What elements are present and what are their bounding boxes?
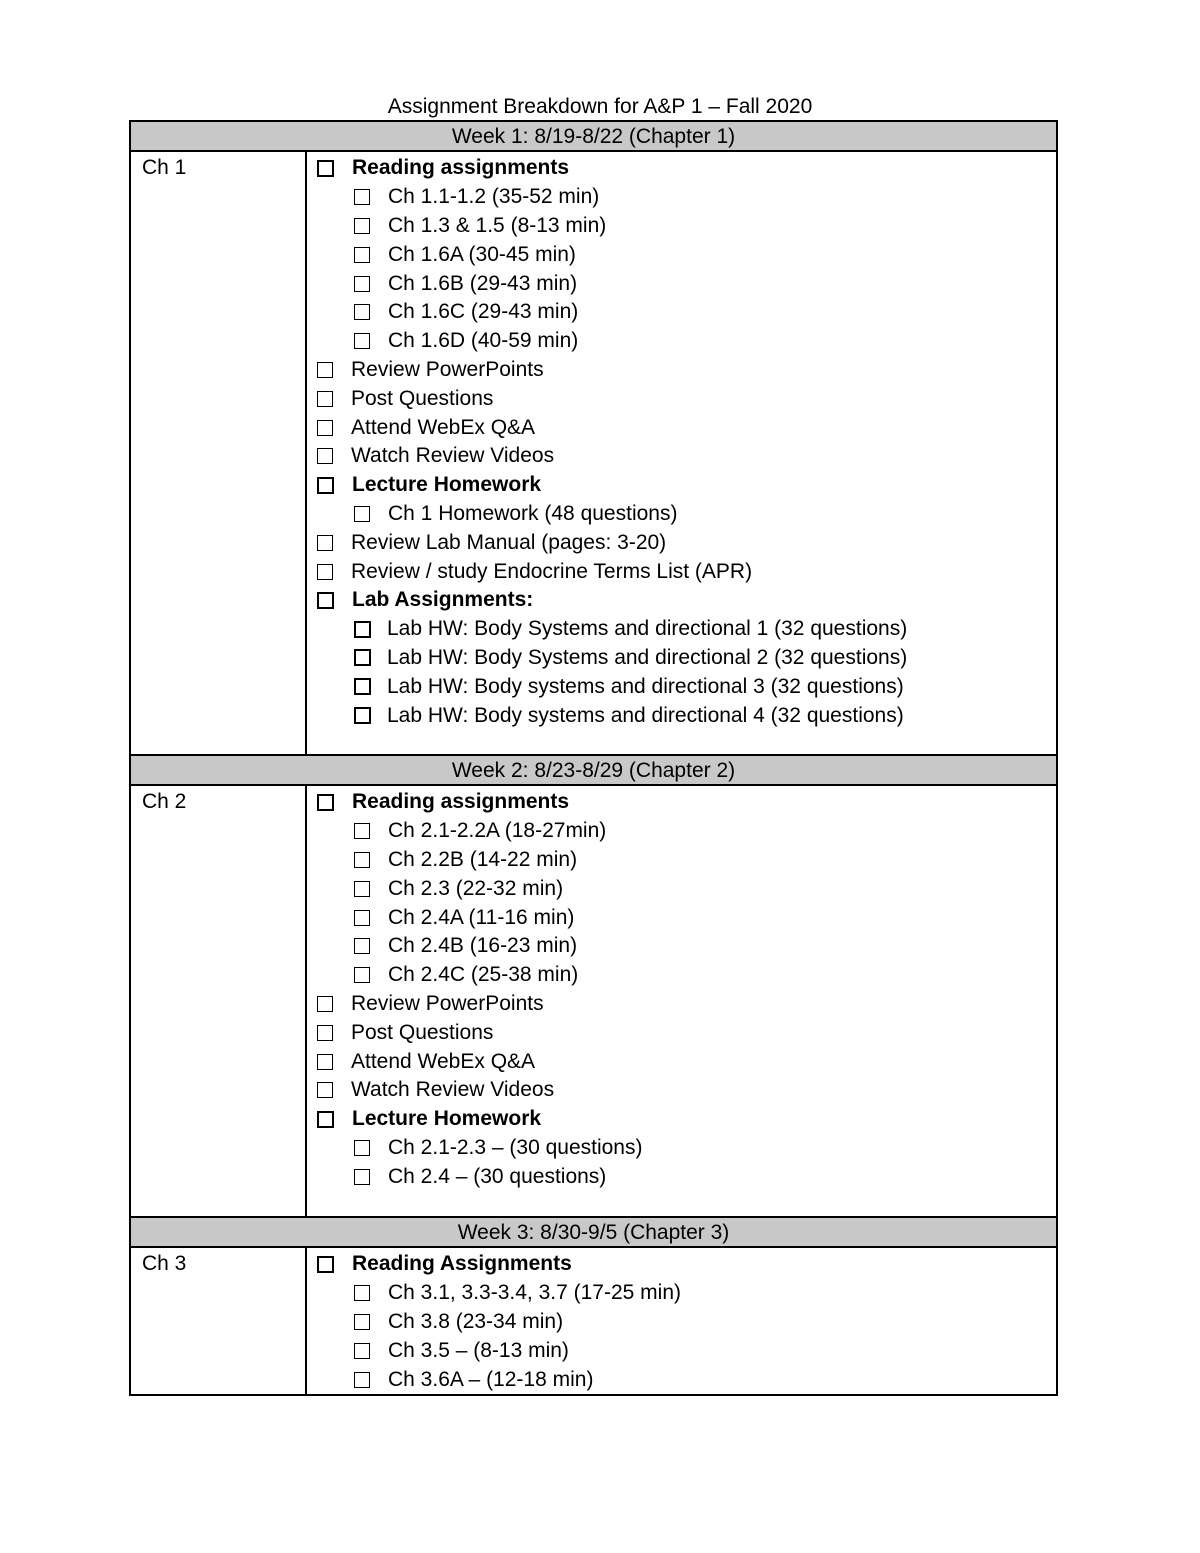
checklist-item [317, 586, 1056, 615]
checkbox-icon[interactable] [317, 362, 333, 378]
checkbox-icon[interactable] [354, 333, 370, 349]
checklist-item [317, 1105, 1056, 1134]
checkbox-icon[interactable] [354, 1285, 370, 1301]
checklist-item-label: Lab HW: Body systems and directional 4 (32 questions) [387, 703, 904, 727]
checklist-item [317, 1134, 1056, 1163]
checklist-item-label: Review PowerPoints [351, 357, 544, 381]
checklist-item [317, 1250, 1056, 1279]
checkbox-icon[interactable] [354, 938, 370, 954]
checkbox-icon[interactable] [317, 996, 333, 1012]
checklist-item [317, 500, 1056, 529]
checkbox-icon[interactable] [354, 1372, 370, 1388]
checklist-item [317, 961, 1056, 990]
checkbox-icon[interactable] [317, 535, 333, 551]
checkbox-icon[interactable] [317, 477, 334, 494]
checklist-item [317, 154, 1056, 183]
chapter-label: Ch 1 [131, 152, 307, 754]
checklist-item [317, 672, 1056, 701]
checklist-item-label: Lecture Homework [352, 1107, 542, 1131]
checklist-item-label: Post Questions [351, 1020, 494, 1044]
checklist-item [317, 356, 1056, 385]
checklist-item-label: Ch 3.5 – (8-13 min) [388, 1338, 569, 1362]
document-title: Assignment Breakdown for A&P 1 – Fall 2020 [387, 95, 813, 118]
checklist-item [317, 701, 1056, 730]
checkbox-icon[interactable] [317, 160, 334, 177]
checkbox-icon[interactable] [354, 707, 371, 724]
checklist-item [317, 817, 1056, 846]
chapter-label: Ch 3 [131, 1248, 307, 1394]
checklist-item [317, 327, 1056, 356]
checklist-item-label: Ch 3.8 (23-34 min) [388, 1309, 564, 1333]
checklist-item [317, 240, 1056, 269]
checkbox-icon[interactable] [354, 678, 371, 695]
checklist-item [317, 1279, 1056, 1308]
checklist-item-label: Ch 2.3 (22-32 min) [388, 876, 564, 900]
checklist-item [317, 298, 1056, 327]
checklist-item-label: Ch 1.6D (40-59 min) [388, 329, 579, 353]
checklist-item-label: Ch 2.2B (14-22 min) [388, 847, 578, 871]
checklist-item-label: Attend WebEx Q&A [351, 415, 536, 439]
checklist-item-label: Lecture Homework [352, 473, 542, 497]
checklist-item [317, 384, 1056, 413]
checklist-item [317, 1076, 1056, 1105]
checklist-item-label: Ch 1.6B (29-43 min) [388, 271, 578, 295]
checklist-item [317, 1308, 1056, 1337]
checklist-item [317, 212, 1056, 241]
checklist-item-label: Ch 3.6A – (12-18 min) [388, 1367, 594, 1391]
checklist-item [317, 903, 1056, 932]
checklist-item-label: Post Questions [351, 386, 494, 410]
checkbox-icon[interactable] [354, 910, 370, 926]
checklist-item [317, 788, 1056, 817]
checkbox-icon[interactable] [354, 621, 371, 638]
checklist-item [317, 1162, 1056, 1191]
checklist-item-label: Ch 2.4 – (30 questions) [388, 1164, 607, 1188]
checklist-item-label: Review PowerPoints [351, 991, 544, 1015]
checklist-item-label: Ch 2.1-2.2A (18-27min) [388, 819, 607, 843]
checklist-item-label: Ch 1.6A (30-45 min) [388, 242, 576, 266]
checkbox-icon[interactable] [354, 304, 370, 320]
checklist-item-label: Review / study Endocrine Terms List (APR) [351, 559, 753, 583]
checkbox-icon[interactable] [354, 276, 370, 292]
checklist-item-label: Ch 2.4A (11-16 min) [388, 905, 575, 929]
checkbox-icon[interactable] [354, 852, 370, 868]
checklist-item [317, 615, 1056, 644]
checklist-item [317, 990, 1056, 1019]
checkbox-icon[interactable] [354, 218, 370, 234]
checklist-item [317, 1336, 1056, 1365]
checkbox-icon[interactable] [354, 189, 370, 205]
checklist-item-label: Lab HW: Body Systems and directional 2 (32 questions) [387, 645, 908, 669]
checklist-item [317, 269, 1056, 298]
checkbox-icon[interactable] [354, 247, 370, 263]
checklist-item-label: Ch 2.4B (16-23 min) [388, 934, 578, 958]
checklist-item-label: Lab HW: Body Systems and directional 1 (32 questions) [387, 617, 908, 641]
checkbox-icon[interactable] [317, 1111, 334, 1128]
checkbox-icon[interactable] [317, 1025, 333, 1041]
week-header: Week 2: 8/23-8/29 (Chapter 2) [131, 756, 1056, 786]
checklist-item [317, 874, 1056, 903]
checkbox-icon[interactable] [354, 967, 370, 983]
checkbox-icon[interactable] [354, 1314, 370, 1330]
checkbox-icon[interactable] [354, 506, 370, 522]
week-header: Week 3: 8/30-9/5 (Chapter 3) [131, 1218, 1056, 1248]
week-header: Week 1: 8/19-8/22 (Chapter 1) [131, 122, 1056, 152]
checkbox-icon[interactable] [354, 881, 370, 897]
checkbox-icon[interactable] [317, 592, 334, 609]
checklist-item [317, 644, 1056, 673]
checkbox-icon[interactable] [354, 1169, 370, 1185]
checkbox-icon[interactable] [317, 391, 333, 407]
checklist-item [317, 528, 1056, 557]
assignment-table [129, 120, 1058, 1396]
checklist-item-label: Ch 2.4C (25-38 min) [388, 963, 579, 987]
checklist-item [317, 1047, 1056, 1076]
checkbox-icon[interactable] [317, 448, 333, 464]
checklist-item [317, 557, 1056, 586]
checklist-item [317, 183, 1056, 212]
checklist-item [317, 1365, 1056, 1394]
checklist-item-label: Ch 1 Homework (48 questions) [388, 501, 678, 525]
checkbox-icon[interactable] [317, 1054, 333, 1070]
checklist-item-label: Ch 1.1-1.2 (35-52 min) [388, 185, 600, 209]
checklist-item [317, 932, 1056, 961]
checklist-item-label: Lab HW: Body systems and directional 3 (32 questions) [387, 674, 904, 698]
checkbox-icon[interactable] [354, 1343, 370, 1359]
checklist [307, 1248, 1056, 1394]
checklist-item-label: Ch 1.3 & 1.5 (8-13 min) [388, 213, 607, 237]
checkbox-icon[interactable] [354, 823, 370, 839]
checklist-item-label: Review Lab Manual (pages: 3-20) [351, 530, 667, 554]
checkbox-icon[interactable] [317, 420, 333, 436]
chapter-label: Ch 2 [131, 786, 307, 1216]
checklist-item [317, 846, 1056, 875]
checkbox-icon[interactable] [317, 1082, 333, 1098]
checkbox-icon[interactable] [317, 1256, 334, 1273]
checkbox-icon[interactable] [354, 1140, 370, 1156]
checklist-item [317, 1018, 1056, 1047]
checklist-item-label: Ch 1.6C (29-43 min) [388, 300, 579, 324]
checklist [307, 152, 1056, 754]
checkbox-icon[interactable] [317, 564, 333, 580]
checklist-item-label: Reading Assignments [352, 1252, 572, 1276]
checklist-item-label: Watch Review Videos [351, 444, 555, 468]
checklist-item [317, 442, 1056, 471]
checklist-item-label: Attend WebEx Q&A [351, 1049, 536, 1073]
checklist-item-label: Lab Assignments: [352, 588, 534, 612]
checklist-item-label: Reading assignments [352, 790, 570, 814]
checklist-item [317, 413, 1056, 442]
checklist-item-label: Reading assignments [352, 156, 570, 180]
week-row [131, 152, 1056, 756]
checklist-item-label: Ch 2.1-2.3 – (30 questions) [388, 1135, 643, 1159]
checklist [307, 786, 1056, 1216]
checklist-item [317, 471, 1056, 500]
checkbox-icon[interactable] [317, 794, 334, 811]
checklist-item-label: Watch Review Videos [351, 1078, 555, 1102]
checklist-item-label: Ch 3.1, 3.3-3.4, 3.7 (17-25 min) [388, 1281, 681, 1305]
week-row [131, 786, 1056, 1218]
week-row [131, 1248, 1056, 1394]
checkbox-icon[interactable] [354, 649, 371, 666]
